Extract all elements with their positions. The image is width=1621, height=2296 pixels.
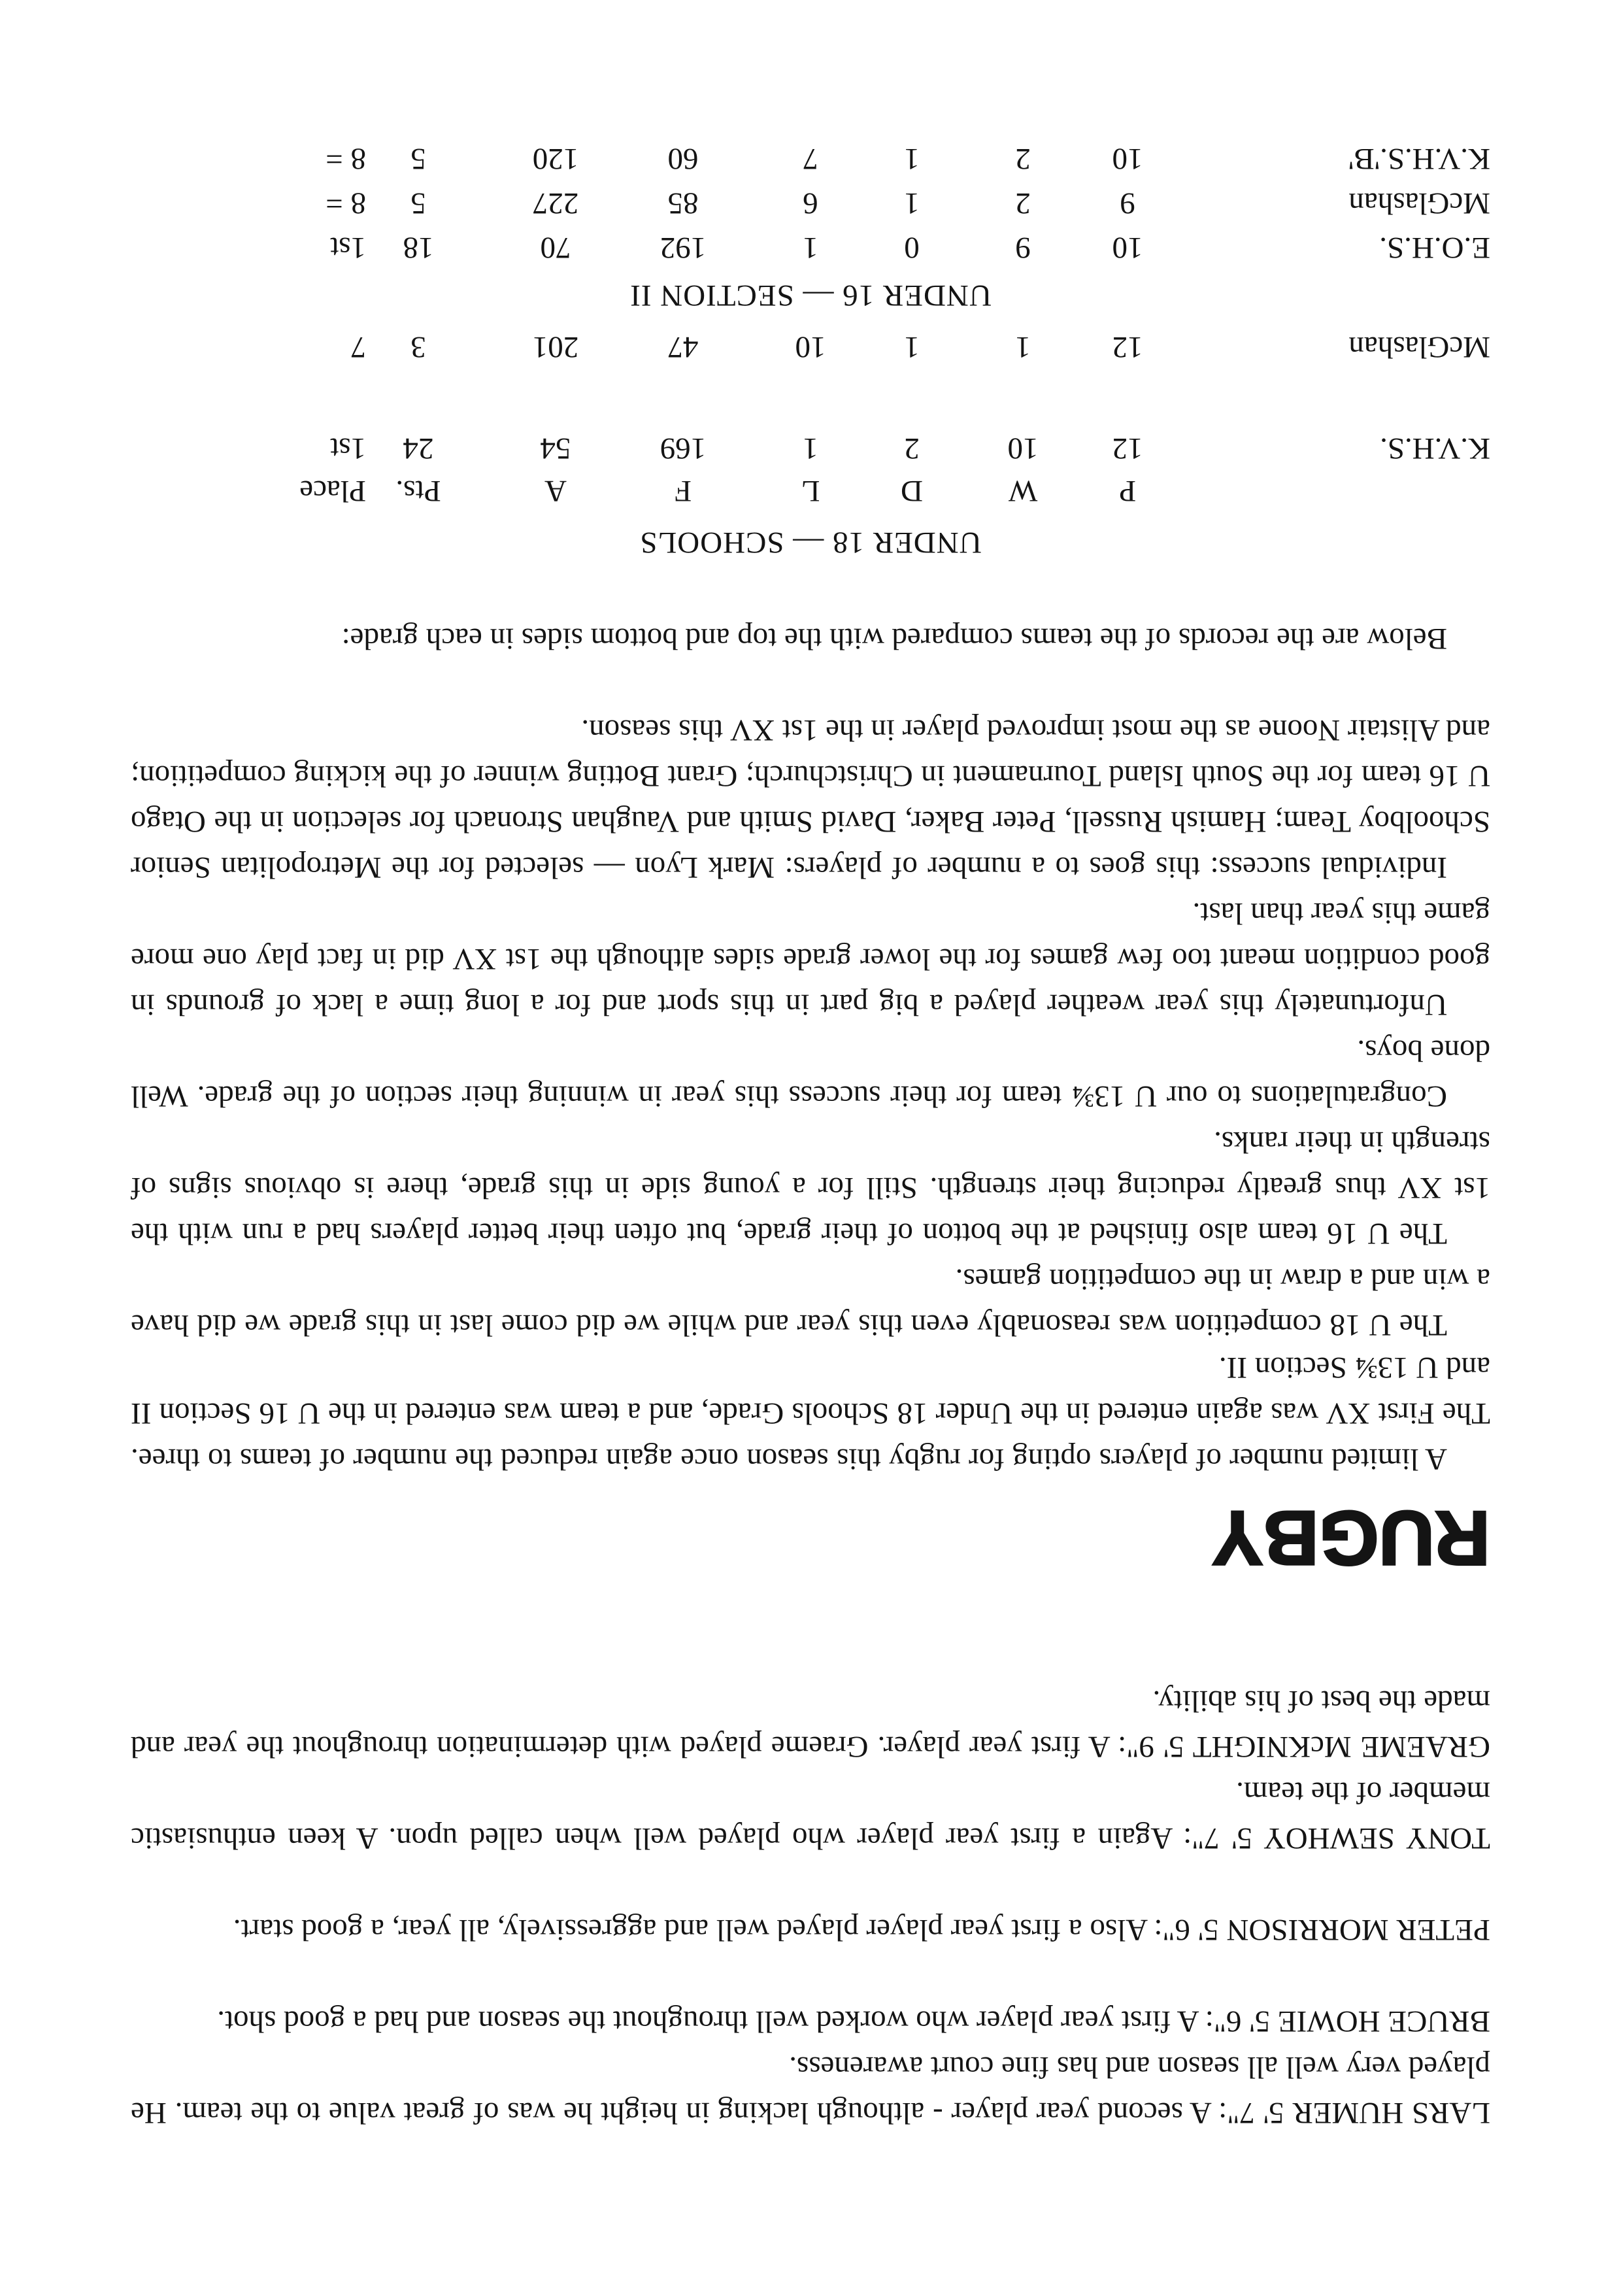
section-heading-rugby: RUGBY (1211, 1494, 1490, 1581)
rugby-paragraph-u16: The U 16 team also finished at the botton of their grade, but often their better players had a run with the 1st XV thus greatly reducing their strength. Still for a young side in this grade, there is obvious signs of strength in their ranks. (131, 1125, 1490, 1251)
player-entry-peter-morrison: PETER MORRISON 5' 6": Also a first year player played well and aggressively, all year, a good start. (233, 1913, 1490, 1947)
cell-played: 12 (1112, 330, 1143, 364)
rugby-paragraph-intro: A limited number of players opting for rugby this season once again reduced the number of teams to three. The First XV was again entered in the Under 18 Schools Grade, and a team was entered in the U 16 Section II and U 13¾ Section II. (131, 1351, 1490, 1476)
cell-lost: 1 (803, 231, 818, 265)
table-row (0, 327, 1621, 367)
player-entry-tony-sewhoy: TONY SEWHOY 5' 7": Again a first year player who played well when called upon. A keen enthusiastic member of the team. (131, 1776, 1490, 1855)
team-name: E.O.H.S. (1379, 231, 1490, 265)
cell-for: 47 (667, 330, 699, 364)
cell-lost: 6 (803, 186, 818, 220)
header-cell-f: F (674, 474, 692, 508)
header-cell-l: L (801, 474, 820, 508)
cell-against: 54 (540, 431, 571, 465)
table-row (0, 428, 1621, 469)
player-entry-graeme-mcknight: GRAEME McKNIGHT 5' 9": A first year player. Graeme played with determination throughout the year and made the best of his ability. (131, 1684, 1490, 1764)
table-row (0, 139, 1621, 179)
cell-played: 10 (1112, 142, 1143, 176)
header-cell-d: D (901, 474, 923, 508)
rugby-paragraph-u18: The U 18 competition was reasonably even this year and while we did come last in this grade we did have a win and a draw in the competition games. (131, 1262, 1490, 1342)
rugby-paragraph-weather: Unfortunately this year weather played a big part in this sport and for a long time a lack of grounds in good condition meant too few games for the lower grade sides although the 1st XV did in fact play one more game this year than last. (131, 896, 1490, 1022)
rugby-paragraph-records-intro: Below are the records of the teams compared with the top and bottom sides in each grade: (341, 622, 1447, 656)
table-header-row (0, 471, 1621, 511)
cell-points: 24 (403, 431, 434, 465)
header-cell-p: P (1118, 474, 1137, 508)
cell-place: 1st (330, 231, 366, 265)
cell-won: 10 (1007, 431, 1039, 465)
cell-played: 9 (1120, 186, 1135, 220)
rugby-paragraph-u13: Congratulations to our U 13¾ team for their success this year in winning their section of the grade. Well done boys. (131, 1034, 1490, 1113)
cell-points: 5 (410, 186, 426, 220)
cell-drawn: 2 (904, 431, 920, 465)
cell-points: 5 (410, 142, 426, 176)
table-title-under-18: UNDER 18 — SCHOOLS (639, 526, 982, 560)
cell-lost: 1 (803, 431, 818, 465)
player-entry-bruce-howie: BRUCE HOWIE 5' 6": A first year player who worked well throughout the season and had a good shot. (217, 2004, 1490, 2038)
cell-won: 2 (1015, 142, 1031, 176)
cell-lost: 7 (803, 142, 818, 176)
cell-place: 1st (330, 431, 366, 465)
cell-for: 60 (667, 142, 699, 176)
cell-drawn: 1 (904, 142, 920, 176)
cell-for: 169 (660, 431, 707, 465)
table-title-under-16: UNDER 16 — SECTION II (629, 279, 992, 312)
cell-place: 7 (350, 330, 366, 364)
team-name: K.V.H.S. (1380, 431, 1490, 465)
cell-won: 2 (1015, 186, 1031, 220)
header-cell-pts: Pts. (395, 474, 441, 508)
cell-points: 18 (403, 231, 434, 265)
cell-against: 201 (532, 330, 579, 364)
cell-against: 120 (532, 142, 579, 176)
cell-lost: 10 (795, 330, 826, 364)
cell-drawn: 1 (904, 186, 920, 220)
header-cell-place: Place (299, 474, 366, 508)
cell-played: 12 (1112, 431, 1143, 465)
table-row (0, 228, 1621, 268)
cell-place: 8 = (326, 142, 366, 176)
cell-against: 227 (532, 186, 579, 220)
cell-points: 3 (410, 330, 426, 364)
player-entry-lars-humer: LARS HUMER 5' 7": A second year player - although lacking in height he was of great value to the team. He played very well all season and has fine court awareness. (131, 2050, 1490, 2130)
cell-won: 1 (1015, 330, 1031, 364)
cell-won: 9 (1015, 231, 1031, 265)
cell-drawn: 1 (904, 330, 920, 364)
header-cell-a: A (544, 474, 567, 508)
team-name: McGlashan (1348, 330, 1490, 364)
cell-for: 85 (667, 186, 699, 220)
cell-against: 70 (540, 231, 571, 265)
table-row (0, 183, 1621, 224)
cell-played: 10 (1112, 231, 1143, 265)
cell-for: 192 (660, 231, 707, 265)
team-name: McGlashan (1348, 186, 1490, 220)
team-name: K.V.H.S.'B' (1348, 142, 1490, 176)
rugby-paragraph-individual-success: Individual success: this goes to a number of players: Mark Lyon — selected for the Metropolitan Senior Schoolboy Team; Hamish Russell, Peter Baker, David Smith and Vaughan Stronach for selection in the Otago U 16 team for the South Island Tournament in Christchurch; Grant Botting winner of the kicking competition; and Alistair Noone as the most improved player in the 1st XV this season. (131, 713, 1490, 885)
header-cell-w: W (1008, 474, 1038, 508)
cell-drawn: 0 (904, 231, 920, 265)
cell-place: 8 = (326, 186, 366, 220)
